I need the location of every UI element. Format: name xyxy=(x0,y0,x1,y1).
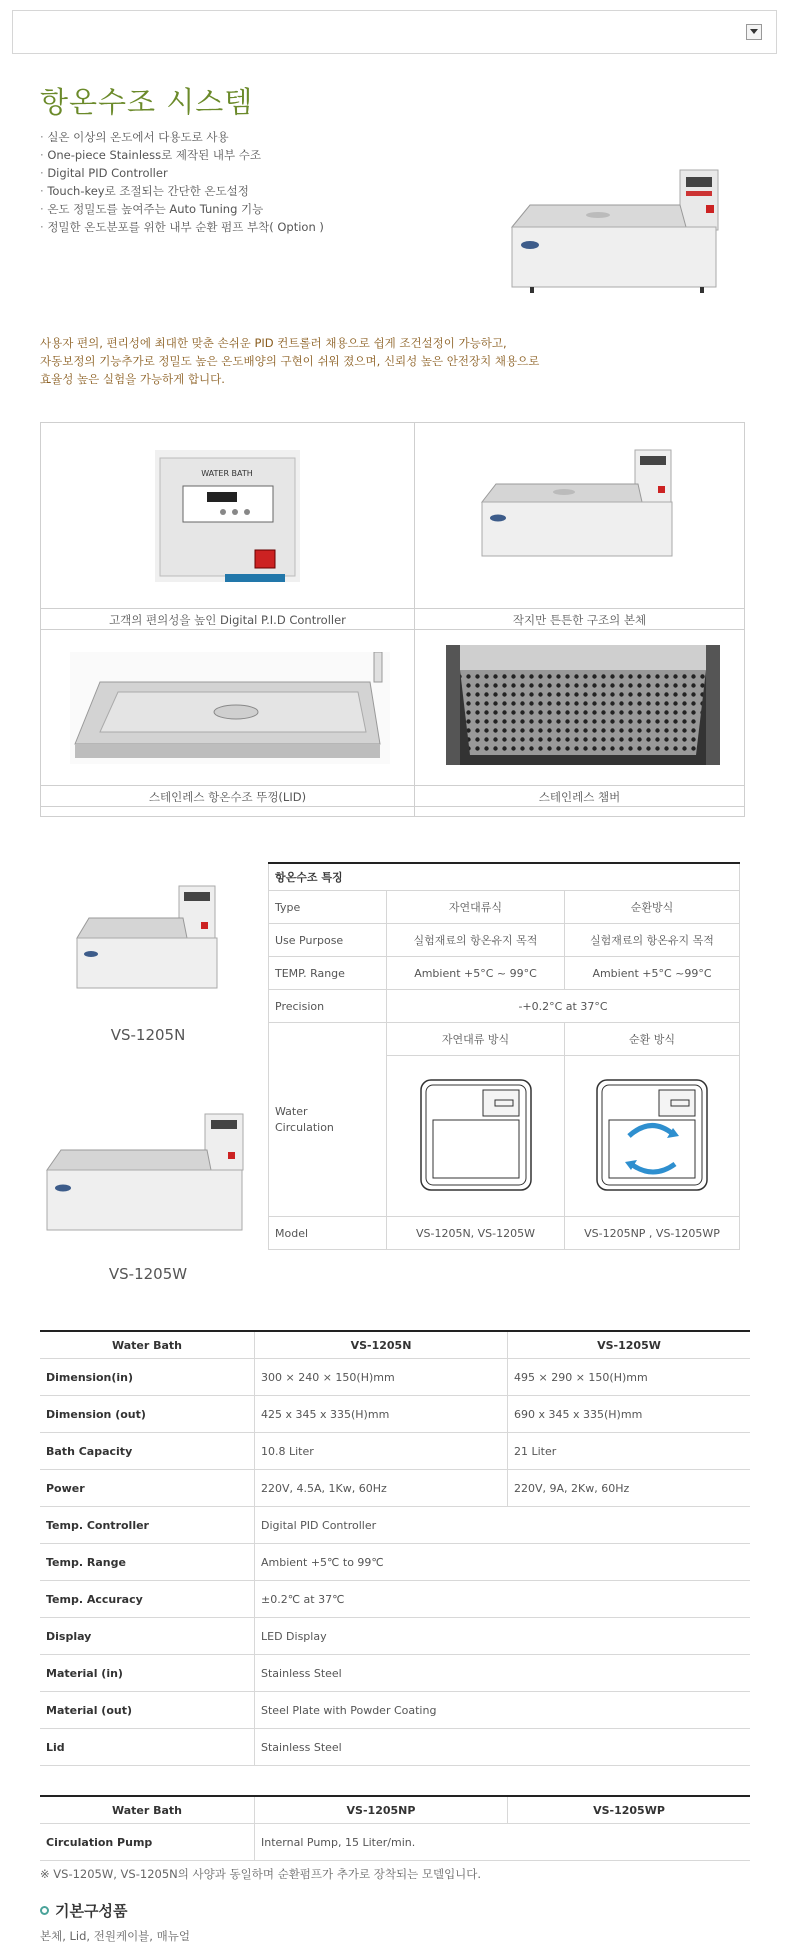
row-label: Model xyxy=(269,1217,387,1250)
spec-value: Internal Pump, 15 Liter/min. xyxy=(255,1824,751,1861)
column-header: VS-1205NP xyxy=(255,1796,508,1824)
row-label: Type xyxy=(269,891,387,924)
spec-value: ±0.2℃ at 37℃ xyxy=(255,1581,751,1618)
circulation-diagram xyxy=(593,1076,711,1194)
row-label: Precision xyxy=(269,990,387,1023)
panel-label: WATER BATH xyxy=(201,469,253,478)
spec-key: Lid xyxy=(40,1729,255,1766)
cell: VS-1205N, VS-1205W xyxy=(387,1217,565,1250)
dropdown-button[interactable] xyxy=(746,24,762,40)
top-bar xyxy=(12,10,777,54)
feature-table xyxy=(268,862,740,1250)
lid-photo xyxy=(70,652,390,764)
feature-item: · 온도 정밀도를 높여주는 Auto Tuning 기능 xyxy=(40,200,324,218)
body-photo xyxy=(480,446,675,566)
table-row xyxy=(40,1824,750,1861)
intro-line: 자동보정의 기능추가로 정밀도 높은 온도배양의 구현이 쉬워 졌으며, 신뢰성 높은 안전장치 채용으로 xyxy=(40,354,540,368)
table-row xyxy=(40,1581,750,1618)
components-title: 기본구성품 xyxy=(55,1902,128,1920)
column-header: Water Bath xyxy=(40,1796,255,1824)
table-row xyxy=(40,1544,750,1581)
row-label: TEMP. Range xyxy=(269,957,387,990)
spec-value: LED Display xyxy=(255,1618,751,1655)
spec-key: Material (in) xyxy=(40,1655,255,1692)
table-row xyxy=(40,1396,750,1433)
spec-value: Stainless Steel xyxy=(255,1729,751,1766)
footnote: ※ VS-1205W, VS-1205N의 사양과 동일하며 순환펌프가 추가로 장착되는 모델입니다. xyxy=(40,1867,482,1881)
column-header: VS-1205N xyxy=(255,1331,508,1359)
chevron-down-icon xyxy=(750,29,758,35)
column-header: Water Bath xyxy=(40,1331,255,1359)
table-row xyxy=(40,1470,750,1507)
cell: 자연대류 방식 xyxy=(387,1023,565,1056)
controller-photo xyxy=(155,450,300,582)
pump-table xyxy=(40,1795,750,1861)
spec-key: Dimension(in) xyxy=(40,1359,255,1396)
feature-item: · Touch-key로 조절되는 간단한 온도설정 xyxy=(40,182,324,200)
water-bath-hero-image xyxy=(510,165,720,295)
intro-line: 효율성 높은 실험을 가능하게 합니다. xyxy=(40,372,225,386)
cell: 순환 방식 xyxy=(565,1023,740,1056)
intro-text xyxy=(40,334,539,388)
cell: 순환방식 xyxy=(565,891,740,924)
table-row xyxy=(40,1618,750,1655)
spec-value: 300 × 240 × 150(H)mm xyxy=(255,1359,508,1396)
intro-line: 사용자 편의, 편리성에 최대한 맞춘 손쉬운 PID 컨트롤러 채용으로 쉽게 조건설정이 가능하고, xyxy=(40,336,507,350)
feature-item: · One-piece Stainless로 제작된 내부 수조 xyxy=(40,146,324,164)
spec-key: Power xyxy=(40,1470,255,1507)
model-w-image xyxy=(45,1110,245,1238)
cell: -+0.2°C at 37°C xyxy=(387,990,740,1023)
components-text: 본체, Lid, 전원케이블, 매뉴얼 xyxy=(40,1929,190,1943)
spec-value: Steel Plate with Powder Coating xyxy=(255,1692,751,1729)
column-header: VS-1205W xyxy=(508,1331,751,1359)
chamber-photo xyxy=(446,645,720,765)
row-label: Water Circulation xyxy=(269,1023,387,1217)
table-row xyxy=(40,1433,750,1470)
components-heading xyxy=(40,1900,127,1921)
page-title: 항온수조 시스템 xyxy=(40,85,254,119)
bullet-circle-icon xyxy=(40,1906,49,1915)
table-row xyxy=(40,1507,750,1544)
model-n-label: VS-1205N xyxy=(110,1026,186,1044)
caption-chamber: 스테인레스 챔버 xyxy=(415,785,744,807)
spec-key: Material (out) xyxy=(40,1692,255,1729)
model-w-label: VS-1205W xyxy=(108,1265,188,1283)
feature-item: · 실온 이상의 온도에서 다용도로 사용 xyxy=(40,128,324,146)
column-header: VS-1205WP xyxy=(508,1796,751,1824)
spec-value: 425 x 345 x 335(H)mm xyxy=(255,1396,508,1433)
cell: 실험재료의 항온유지 목적 xyxy=(387,924,565,957)
spec-key: Dimension (out) xyxy=(40,1396,255,1433)
spec-key: Temp. Accuracy xyxy=(40,1581,255,1618)
feature-item: · 정밀한 온도분포를 위한 내부 순환 펌프 부착( Option ) xyxy=(40,218,324,236)
natural-convection-diagram xyxy=(417,1076,535,1194)
spec-value: 495 × 290 × 150(H)mm xyxy=(508,1359,751,1396)
row-label: Use Purpose xyxy=(269,924,387,957)
cell: 실험재료의 항온유지 목적 xyxy=(565,924,740,957)
spec-value: 21 Liter xyxy=(508,1433,751,1470)
spec-value: Stainless Steel xyxy=(255,1655,751,1692)
spec-value: 220V, 4.5A, 1Kw, 60Hz xyxy=(255,1470,508,1507)
cell: 자연대류식 xyxy=(387,891,565,924)
feature-item: · Digital PID Controller xyxy=(40,164,324,182)
cell: VS-1205NP , VS-1205WP xyxy=(565,1217,740,1250)
spec-value: 690 x 345 x 335(H)mm xyxy=(508,1396,751,1433)
caption-body: 작지만 튼튼한 구조의 본체 xyxy=(415,608,744,630)
table-row xyxy=(40,1729,750,1766)
spec-value: 220V, 9A, 2Kw, 60Hz xyxy=(508,1470,751,1507)
spec-value: Ambient +5℃ to 99℃ xyxy=(255,1544,751,1581)
caption-lid: 스테인레스 항온수조 뚜껑(LID) xyxy=(41,785,414,807)
spec-key: Bath Capacity xyxy=(40,1433,255,1470)
model-n-image xyxy=(75,882,220,994)
spec-table xyxy=(40,1330,750,1766)
spec-value: 10.8 Liter xyxy=(255,1433,508,1470)
table-row xyxy=(40,1655,750,1692)
spec-key: Temp. Controller xyxy=(40,1507,255,1544)
caption-controller: 고객의 편의성을 높인 Digital P.I.D Controller xyxy=(41,608,414,630)
spec-value: Digital PID Controller xyxy=(255,1507,751,1544)
spec-key: Display xyxy=(40,1618,255,1655)
feature-table-title: 항온수조 특징 xyxy=(269,863,740,891)
feature-list xyxy=(40,128,324,236)
table-row xyxy=(40,1359,750,1396)
cell: Ambient +5°C ~99°C xyxy=(565,957,740,990)
spec-key: Circulation Pump xyxy=(40,1824,255,1861)
cell: Ambient +5°C ~ 99°C xyxy=(387,957,565,990)
table-row xyxy=(40,1692,750,1729)
spec-key: Temp. Range xyxy=(40,1544,255,1581)
